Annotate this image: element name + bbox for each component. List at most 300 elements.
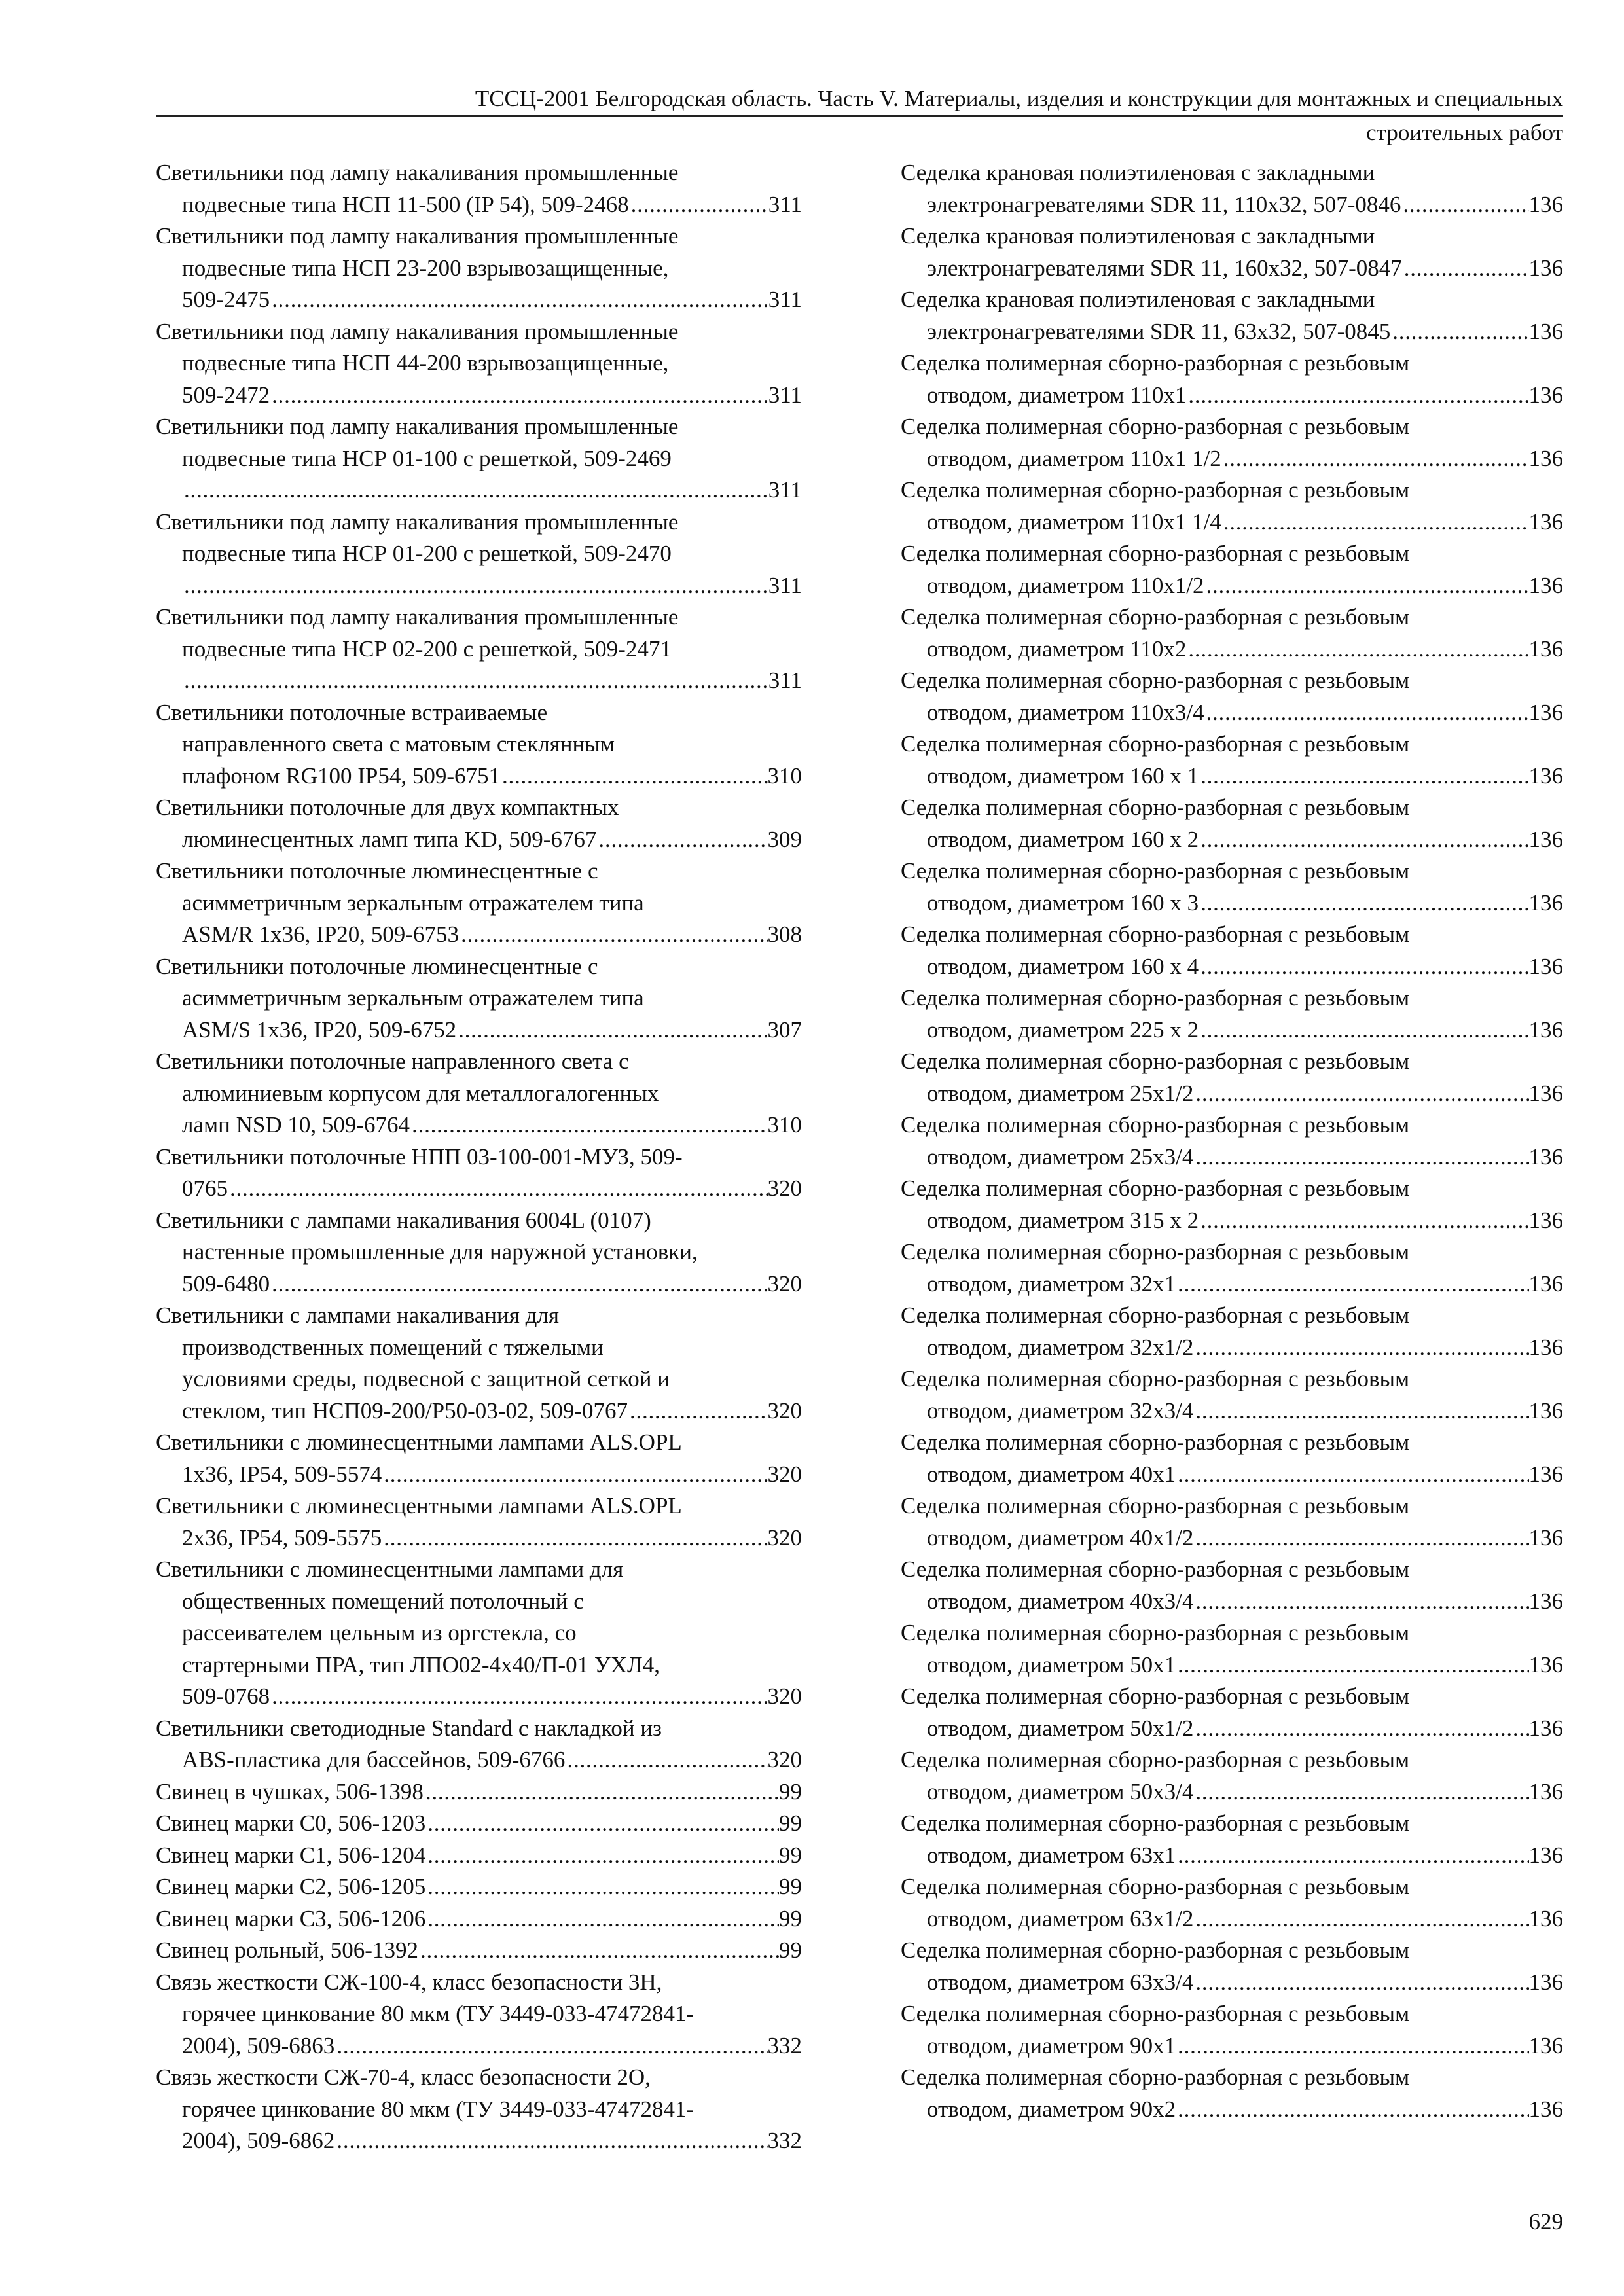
dot-leader [1390,316,1528,348]
entry-last-line [156,189,802,221]
entry-text-line: 0765 [182,1175,228,1201]
index-entry [901,348,1563,411]
entry-text-line: Свинец марки С1, 506-1204 [156,1842,426,1868]
entry-text-line: отводом, диаметром 110x1 1/4 [927,509,1221,535]
dot-leader [565,1744,767,1776]
index-entry [901,538,1563,601]
index-entry [156,1808,802,1840]
entry-text-line: отводом, диаметром 90x2 [927,2096,1176,2122]
dot-leader [1186,380,1528,412]
index-entry [901,1173,1563,1236]
entry-text-line: Седелка полимерная сборно-разборная с резьбовым [901,350,1410,376]
dot-leader [1193,1586,1528,1618]
header-title: ТССЦ-2001 Белгородская область. Часть V. Материалы, изделия и конструкции для монтажных и специальных [156,84,1563,117]
entry-text-line: Свинец марки С0, 506-1203 [156,1810,426,1836]
entry-page-number: 136 [1528,2096,1563,2122]
entry-page-number: 136 [1528,1842,1563,1868]
entry-text-line: Светильники под лампу накаливания промышленные [156,509,679,535]
entry-last-line [901,1459,1563,1491]
entry-last-line [156,919,802,951]
entry-page-number: 320 [767,1175,802,1201]
index-entry [901,1617,1563,1681]
entry-last-line [156,1681,802,1713]
index-entry [901,1998,1563,2062]
entry-text-line: Свинец рольный, 506-1392 [156,1937,418,1963]
entry-page-number: 136 [1528,1461,1563,1487]
entry-text-line: отводом, диаметром 40x1 [927,1461,1176,1487]
entry-page-number: 320 [767,1524,802,1551]
entry-last-line [901,1332,1563,1364]
index-entry [156,1776,802,1808]
dot-leader [1176,2030,1528,2062]
index-entry [901,728,1563,792]
entry-page-number: 136 [1528,1397,1563,1424]
entry-text-line: Светильники потолочные люминесцентные с [156,858,598,884]
dot-leader [228,1173,768,1205]
index-entry [901,1046,1563,1109]
entry-page-number: 136 [1528,1080,1563,1106]
index-entry [156,1871,802,1903]
entry-last-line [901,1078,1563,1110]
dot-leader [1193,1903,1528,1935]
entry-text-line: отводом, диаметром 63x1/2 [927,1905,1194,1931]
entry-text-line: отводом, диаметром 25x1/2 [927,1080,1194,1106]
entry-last-line [156,1014,802,1047]
entry-text-line: общественных помещений потолочный с [182,1588,584,1614]
entry-page-number: 136 [1528,509,1563,535]
entry-last-line [156,380,802,412]
entry-text-line: горячее цинкование 80 мкм (ТУ 3449-033-47472841- [182,2096,695,2122]
index-entry [156,1205,802,1300]
entry-text-line: 2004), 509-6863 [182,2032,335,2058]
entry-last-line [901,951,1563,983]
dot-leader [270,1681,767,1713]
entry-page-number: 136 [1528,1524,1563,1551]
dot-leader [1193,1776,1528,1808]
entry-page-number: 99 [779,1905,802,1931]
entry-page-number: 99 [779,1874,802,1899]
index-entry [156,1046,802,1141]
entry-page-number: 332 [767,2128,802,2153]
entry-text-line: Седелка полимерная сборно-разборная с резьбовым [901,731,1410,757]
entry-text-line: отводом, диаметром 110x2 [927,636,1187,662]
entry-text-line: ламп NSD 10, 509-6764 [182,1112,410,1138]
entry-page-number: 136 [1528,382,1563,408]
entry-text-line: отводом, диаметром 225 x 2 [927,1016,1199,1043]
entry-text-line: 509-2475 [182,287,270,312]
entry-page-number: 311 [768,477,802,503]
index-entry [156,1141,802,1205]
dot-leader [1221,443,1529,475]
entry-text-line: Свинец марки С3, 506-1206 [156,1905,426,1931]
index-entry [901,1236,1563,1300]
index-entry [901,855,1563,919]
entry-text-line: производственных помещений с тяжелыми [182,1334,604,1360]
index-entry [156,1840,802,1872]
index-entry [156,1300,802,1427]
dot-leader [1193,1522,1528,1554]
entry-text-line: Седелка полимерная сборно-разборная с резьбовым [901,2064,1410,2090]
entry-text-line: Седелка полимерная сборно-разборная с резьбовым [901,1049,1410,1074]
entry-text-line: Светильники под лампу накаливания промышленные [156,160,679,185]
dot-leader [334,2125,767,2157]
entry-page-number: 320 [767,1270,802,1297]
entry-text-line: отводом, диаметром 160 x 2 [927,826,1199,852]
entry-text-line: отводом, диаметром 110x1/2 [927,572,1204,598]
index-entry [901,982,1563,1046]
entry-last-line [901,1205,1563,1237]
entry-last-line [901,253,1563,285]
index-entry [156,1935,802,1967]
entry-text-line: подвесные типа НСР 01-100 с решеткой, 509-2469 [182,445,672,471]
entry-text-line: 2004), 509-6862 [182,2128,335,2153]
entry-text-line: асимметричным зеркальным отражателем типа [182,985,644,1011]
dot-leader [1176,1459,1528,1491]
entry-text-line: Седелка полимерная сборно-разборная с резьбовым [901,1302,1410,1328]
entry-last-line [901,507,1563,539]
entry-text-line: Седелка полимерная сборно-разборная с резьбовым [901,858,1410,884]
entry-last-line [901,443,1563,475]
index-entry [901,284,1563,348]
entry-last-line [901,634,1563,666]
entry-last-line [156,570,802,602]
entry-page-number: 320 [767,1683,802,1709]
dot-leader [1199,824,1528,856]
index-entry [901,665,1563,728]
dot-leader [1402,253,1529,285]
entry-text-line: Светильники потолочные направленного света с [156,1049,629,1074]
entry-text-line: Седелка полимерная сборно-разборная с резьбовым [901,1620,1410,1645]
index-entry [156,221,802,316]
index-column-left [156,157,802,2157]
entry-text-line: Свинец в чушках, 506-1398 [156,1778,424,1804]
header-subtitle: строительных работ [1366,120,1563,145]
entry-text-line: Светильники потолочные для двух компактных [156,795,619,820]
dot-leader [1176,1840,1528,1872]
entry-text-line: Светильники потолочные люминесцентные с [156,953,598,979]
index-entry [156,507,802,602]
dot-leader [500,761,767,793]
entry-page-number: 310 [767,762,802,789]
entry-page-number: 320 [767,1397,802,1424]
index-entry [156,792,802,855]
entry-text-line: Седелка полимерная сборно-разборная с резьбовым [901,1112,1410,1138]
entry-last-line [901,570,1563,602]
entry-page-number: 136 [1528,1143,1563,1170]
entry-last-line [156,1744,802,1776]
entry-last-line [901,761,1563,793]
entry-last-line [901,2094,1563,2126]
entry-page-number: 136 [1528,1715,1563,1741]
entry-last-line [156,1459,802,1491]
entry-page-number: 136 [1528,826,1563,852]
entry-text-line: Седелка полимерная сборно-разборная с резьбовым [901,1239,1410,1265]
entry-page-number: 311 [768,287,802,312]
dot-leader [425,1840,779,1872]
entry-text-line: Седелка полимерная сборно-разборная с резьбовым [901,1175,1410,1201]
index-entry [156,157,802,221]
entry-text-line: электронагревателями SDR 11, 160x32, 507-0847 [927,255,1402,281]
entry-text-line: электронагревателями SDR 11, 110x32, 507-0846 [927,191,1401,217]
entry-text-line: стеклом, тип НСП09-200/Р50-03-02, 509-0767 [182,1397,628,1424]
dot-leader [182,475,768,507]
entry-last-line [901,1141,1563,1174]
entry-last-line [156,1395,802,1427]
dot-leader [270,284,768,316]
entry-page-number: 136 [1528,636,1563,662]
index-entry [156,855,802,951]
entry-text-line: Седелка полимерная сборно-разборная с резьбовым [901,1429,1410,1455]
dot-leader [1193,1141,1528,1174]
entry-text-line: Светильники потолочные НПП 03-100-001-МУЗ, 509- [156,1143,683,1170]
entry-page-number: 136 [1528,1207,1563,1233]
entry-last-line [156,284,802,316]
index-entry [901,1808,1563,1871]
entry-text-line: 2x36, IP54, 509-5575 [182,1524,382,1551]
index-entry [156,1554,802,1713]
entry-last-line [901,888,1563,920]
entry-last-line [901,1649,1563,1681]
dot-leader [459,919,768,951]
dot-leader [334,2030,767,2062]
index-entry [156,2062,802,2157]
index-entry [901,919,1563,982]
dot-leader [1193,1078,1528,1110]
entry-text-line: Седелка полимерная сборно-разборная с резьбовым [901,414,1410,439]
running-header [156,84,1563,148]
index-entry [156,1713,802,1776]
entry-page-number: 332 [767,2032,802,2058]
entry-page-number: 311 [768,382,802,408]
index-entry [156,697,802,793]
entry-text-line: 509-6480 [182,1270,270,1297]
dot-leader [1204,570,1529,602]
index-entry [901,1427,1563,1490]
entry-text-line: условиями среды, подвесной с защитной сеткой и [182,1366,670,1391]
entry-last-line [901,1840,1563,1872]
entry-text-line: отводом, диаметром 160 x 4 [927,953,1199,979]
entry-page-number: 136 [1528,1270,1563,1297]
entry-last-line [901,1967,1563,1999]
entry-page-number: 136 [1528,2032,1563,2058]
entry-text-line: ASM/S 1x36, IP20, 509-6752 [182,1016,457,1043]
index-entry [901,1490,1563,1554]
entry-text-line: Седелка полимерная сборно-разборная с резьбовым [901,541,1410,566]
dot-leader [410,1109,767,1141]
entry-last-line [901,1903,1563,1935]
entry-text-line: отводом, диаметром 50x1 [927,1651,1176,1677]
dot-leader [596,824,767,856]
entry-page-number: 310 [767,1112,802,1138]
entry-text-line: Седелка полимерная сборно-разборная с резьбовым [901,1366,1410,1391]
entry-text-line: подвесные типа НСР 02-200 с решеткой, 509-2471 [182,636,672,662]
entry-text-line: отводом, диаметром 32x3/4 [927,1397,1194,1424]
dot-leader [425,1808,779,1840]
entry-last-line [156,1903,802,1935]
dot-leader [270,1268,767,1300]
entry-text-line: подвесные типа НСП 11-500 (IP 54), 509-2468 [182,191,629,217]
entry-text-line: отводом, диаметром 32x1/2 [927,1334,1194,1360]
index-entry [156,1903,802,1935]
entry-text-line: отводом, диаметром 50x1/2 [927,1715,1194,1741]
entry-text-line: Светильники с люминесцентными лампами ALS.OPL [156,1493,682,1518]
entry-text-line: отводом, диаметром 315 x 2 [927,1207,1199,1233]
entry-page-number: 99 [779,1778,802,1804]
entry-page-number: 99 [779,1937,802,1963]
entry-text-line: Седелка крановая полиэтиленовая с закладными [901,160,1375,185]
dot-leader [1186,634,1528,666]
dot-leader [1199,1014,1528,1047]
entry-text-line: отводом, диаметром 110x1 1/2 [927,445,1221,471]
entry-page-number: 136 [1528,953,1563,979]
entry-page-number: 308 [767,922,802,947]
entry-text-line: 509-2472 [182,382,270,408]
entry-last-line [901,316,1563,348]
entry-page-number: 99 [779,1810,802,1836]
entry-page-number: 136 [1528,1778,1563,1804]
index-entry [901,601,1563,665]
entry-text-line: Связь жесткости СЖ-70-4, класс безопасности 2О, [156,2064,651,2090]
dot-leader [1193,1395,1528,1427]
entry-page-number: 309 [767,826,802,852]
entry-text-line: Светильники под лампу накаливания промышленные [156,414,679,439]
entry-last-line [156,475,802,507]
entry-page-number: 136 [1528,699,1563,725]
index-entry [156,951,802,1047]
entry-text-line: отводом, диаметром 90x1 [927,2032,1176,2058]
entry-text-line: Седелка крановая полиэтиленовая с закладными [901,223,1375,249]
entry-text-line: Седелка полимерная сборно-разборная с резьбовым [901,795,1410,820]
entry-text-line: Седелка полимерная сборно-разборная с резьбовым [901,1874,1410,1899]
entry-text-line: Светильники потолочные встраиваемые [156,699,548,725]
entry-text-line: 1x36, IP54, 509-5574 [182,1461,382,1487]
entry-page-number: 136 [1528,572,1563,598]
entry-page-number: 99 [779,1842,802,1868]
index-entry [901,1744,1563,1808]
entry-text-line: отводом, диаметром 40x3/4 [927,1588,1194,1614]
entry-page-number: 136 [1528,1016,1563,1043]
entry-text-line: люминесцентных ламп типа KD, 509-6767 [182,826,597,852]
entry-last-line [156,1268,802,1300]
dot-leader [1199,951,1528,983]
index-entry [156,316,802,412]
entry-text-line: Светильники с люминесцентными лампами для [156,1556,624,1582]
entry-text-line: Седелка полимерная сборно-разборная с резьбовым [901,985,1410,1011]
dot-leader [182,665,768,697]
entry-page-number: 136 [1528,318,1563,344]
entry-page-number: 136 [1528,1588,1563,1614]
entry-text-line: ASM/R 1x36, IP20, 509-6753 [182,922,459,947]
entry-page-number: 311 [768,191,802,217]
entry-page-number: 311 [768,572,802,598]
entry-text-line: Седелка полимерная сборно-разборная с резьбовым [901,1683,1410,1709]
entry-text-line: Седелка полимерная сборно-разборная с резьбовым [901,604,1410,630]
dot-leader [418,1935,779,1967]
entry-last-line [156,1776,802,1808]
entry-text-line: Светильники светодиодные Standard с накладкой из [156,1715,662,1741]
entry-text-line: отводом, диаметром 63x3/4 [927,1969,1194,1995]
entry-text-line: 509-0768 [182,1683,270,1709]
entry-last-line [901,189,1563,221]
entry-text-line: отводом, диаметром 32x1 [927,1270,1176,1297]
entry-page-number: 320 [767,1461,802,1487]
index-entry [901,1871,1563,1935]
entry-text-line: асимметричным зеркальным отражателем типа [182,889,644,916]
entry-text-line: ABS-пластика для бассейнов, 509-6766 [182,1747,566,1772]
entry-text-line: отводом, диаметром 40x1/2 [927,1524,1194,1551]
entry-last-line [901,824,1563,856]
dot-leader [270,380,768,412]
entry-last-line [156,1808,802,1840]
index-entry [901,221,1563,284]
entry-text-line: Седелка полимерная сборно-разборная с резьбовым [901,1556,1410,1582]
entry-page-number: 136 [1528,1334,1563,1360]
entry-last-line [156,1935,802,1967]
entry-text-line: подвесные типа НСП 23-200 взрывозащищенные, [182,255,669,281]
entry-last-line [156,761,802,793]
entry-text-line: Седелка полимерная сборно-разборная с резьбовым [901,2001,1410,2026]
entry-text-line: Связь жесткости СЖ-100-4, класс безопасности 3Н, [156,1969,662,1995]
entry-text-line: Светильники с люминесцентными лампами ALS.OPL [156,1429,682,1455]
index-entry [156,1427,802,1490]
dot-leader [628,1395,767,1427]
index-entry [901,157,1563,221]
entry-last-line [901,1522,1563,1554]
entry-last-line [156,2125,802,2157]
entry-page-number: 136 [1528,1969,1563,1995]
entry-text-line: горячее цинкование 80 мкм (ТУ 3449-033-47472841- [182,2001,695,2026]
index-entry [901,1554,1563,1617]
entry-text-line: Светильники с лампами накаливания для [156,1302,559,1328]
entry-text-line: отводом, диаметром 25x3/4 [927,1143,1194,1170]
index-entry [901,2062,1563,2125]
entry-page-number: 136 [1528,762,1563,789]
entry-text-line: плафоном RG100 IP54, 509-6751 [182,762,501,789]
entry-text-line: отводом, диаметром 50x3/4 [927,1778,1194,1804]
dot-leader [382,1522,767,1554]
entry-text-line: подвесные типа НСР 01-200 с решеткой, 509-2470 [182,541,672,566]
entry-last-line [901,380,1563,412]
entry-text-line: Седелка крановая полиэтиленовая с закладными [901,287,1375,312]
entry-text-line: Светильники под лампу накаливания промышленные [156,604,679,630]
entry-text-line: стартерными ПРА, тип ЛПО02-4х40/П-01 УХЛ4, [182,1651,660,1677]
entry-page-number: 136 [1528,1905,1563,1931]
index-entry [901,1935,1563,1998]
entry-text-line: электронагревателями SDR 11, 63x32, 507-0845 [927,318,1391,344]
entry-last-line [901,2030,1563,2062]
entry-page-number: 136 [1528,889,1563,916]
entry-text-line: Светильники под лампу накаливания промышленные [156,318,679,344]
dot-leader [1193,1332,1528,1364]
entry-text-line: отводом, диаметром 160 x 3 [927,889,1199,916]
dot-leader [1176,1649,1528,1681]
index-entry [156,1490,802,1554]
entry-text-line: Седелка полимерная сборно-разборная с резьбовым [901,1747,1410,1772]
entry-page-number: 307 [767,1016,802,1043]
entry-last-line [901,1014,1563,1047]
index-entry [901,475,1563,538]
entry-text-line: Седелка полимерная сборно-разборная с резьбовым [901,1810,1410,1836]
index-entry [901,1109,1563,1173]
entry-last-line [156,665,802,697]
entry-text-line: отводом, диаметром 110x1 [927,382,1187,408]
entry-last-line [901,1713,1563,1745]
index-entry [901,1300,1563,1363]
entry-page-number: 320 [767,1747,802,1772]
entry-text-line: Седелка полимерная сборно-разборная с резьбовым [901,922,1410,947]
entry-text-line: отводом, диаметром 160 x 1 [927,762,1199,789]
index-entry [156,411,802,507]
